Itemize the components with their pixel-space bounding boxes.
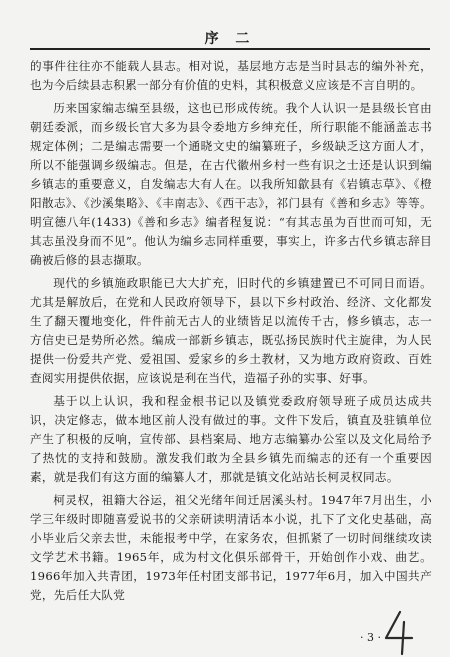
body-text	[30, 57, 432, 605]
paragraph: 现代的乡镇施政职能已大大扩充，旧时代的乡镇建置已不可同日而语。尤其是解放后，在党和人民政府领导下，县以下乡村政治、经济、文化都发生了翻天覆地变化，件件前无古人的业绩皆足以流传千古，修乡镇志，志一方信史已是势所必然。编成一部新乡镇志，既弘扬民族时代主旋律，为人民提供一份爱共产党、爱祖国、爱家乡的乡土教材，又为地方政府资政、百姓查阅实用提供依据，应该说是利在当代，造福子孙的实事、好事。	[30, 276, 432, 385]
handwritten-page-mark	[378, 608, 418, 656]
running-title: 序 二	[204, 31, 256, 47]
page-number: · 3 ·	[360, 631, 381, 644]
paragraph: 历来国家编志编至县级，这也已形成传统。我个人认识一是县级长官由朝廷委派，而乡级长官大多为县令委地方乡绅充任，所行职能不能涵盖志书规定体例；二是编志需要一个通晓文史的编纂班子，乡级缺乏这方面人才，所以不能强调乡级编志。但是，在古代徽州乡村一些有识之士还是认识到编乡镇志的重要意义，自发编志大有人在。以我所知歙县有《岩镇志草》、《橙阳散志》、《沙溪集略》、《丰南志》、《西干志》，祁门县有《善和乡志》等等。明宣德八年(1433)《善和乡志》编者程复说：“有其志虽为百世而可知，无其志虽没身而不见”。他认为编乡志同样重要，事实上，许多古代乡镇志辞目确被后修的县志撷取。	[30, 101, 432, 267]
page-header	[30, 26, 430, 50]
paragraph: 柯灵权，祖籍大谷运，祖父光绪年间迁居溪头村。1947年7月出生，小学三年级时即随喜爱说书的父亲研读明清话本小说，扎下了文化史基础，高小毕业后父亲去世，未能报考中学，在家务农，但抓紧了一切时间继续攻读文学艺术书籍。1965年，成为村文化俱乐部骨干，开始创作小戏、曲艺。1966年加入共青团，1973年任村团支部书记，1977年6月，加入中国共产党，先后任大队党	[30, 493, 432, 602]
paragraph: 基于以上认识，我和程金根书记以及镇党委政府领导班子成员达成共识，决定修志，做本地区前人没有做过的事。文件下发后，镇直及驻镇单位产生了积极的反响，宣传部、县档案局、地方志编纂办公室以及文化局给予了热忱的支持和鼓励。激发我们敢为全县乡镇先而编志的还有一个重要因素，就是我们有这方面的编纂人才，那就是镇文化站站长柯灵权同志。	[30, 394, 432, 484]
paragraph-continuation: 的事件往往亦不能载人县志。相对说，基层地方志是当时县志的编外补充，也为今后续县志积累一部分有价值的史料，其积极意义应该是不言自明的。	[30, 59, 432, 92]
